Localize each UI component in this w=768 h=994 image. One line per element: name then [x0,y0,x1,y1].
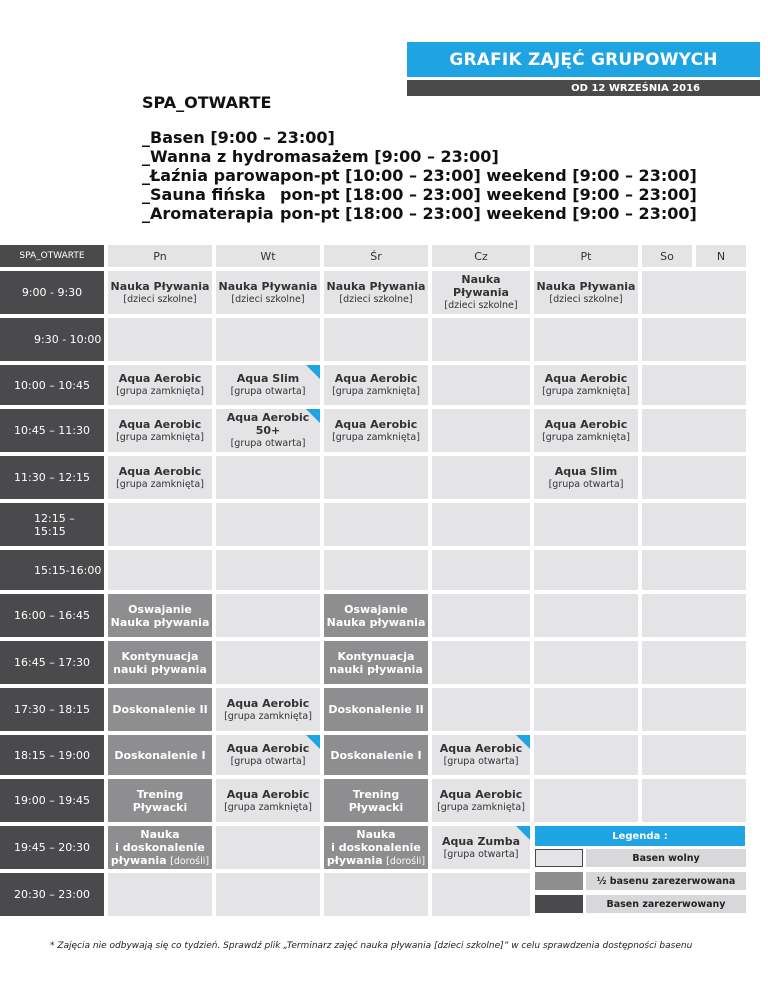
time-slot: 19:00 – 19:45 [0,779,104,822]
schedule-date: OD 12 WRZEŚNIA 2016 [407,80,760,96]
time-slot: 18:15 – 19:00 [0,735,104,775]
facility-item [142,128,697,147]
class-group: [dorośli] [386,855,426,867]
empty-cell [432,688,530,731]
class-name: Aqua Aerobic [226,696,310,710]
class-group: [dzieci szkolne] [339,293,413,305]
class-cell [108,594,212,637]
empty-cell [216,503,320,546]
class-group: [dzieci szkolne] [549,293,623,305]
facility-hours: pon-pt [18:00 – 23:00] weekend [9:00 – 23:00] [280,185,697,204]
class-name: Nauka Pływania [326,279,426,293]
class-cell [324,641,428,684]
schedule-title: GRAFIK ZAJĘĆ GRUPOWYCH [407,42,760,77]
empty-cell [534,779,638,822]
class-name: Pływacki [132,800,188,814]
facility-item [142,147,697,166]
class-name: Aqua Aerobic [226,742,310,755]
class-name: Trening [352,787,400,801]
class-name: Aqua Aerobic 50+ [226,411,310,437]
legend-label-free: Basen wolny [586,849,746,867]
spa-name: SPA_OTWARTE [142,93,272,112]
class-name: Nauka [356,827,396,841]
empty-cell [108,318,212,361]
class-cell [108,779,212,822]
time-slot: 16:45 – 17:30 [0,641,104,684]
empty-cell [642,779,746,822]
empty-cell [324,318,428,361]
time-slot: 16:00 – 16:45 [0,594,104,637]
class-group: [grupa zamknięta] [437,801,525,813]
day-header: Pn [108,245,212,267]
empty-cell [432,594,530,637]
empty-cell [642,503,746,546]
facility-name: _Łaźnia parowa [142,166,281,185]
empty-cell [642,456,746,499]
class-name: Nauka Pływania [110,279,210,293]
table-corner-label: SPA_OTWARTE [0,245,104,267]
empty-cell [216,550,320,590]
class-group: [grupa otwarta] [230,438,306,449]
facility-name: _Basen [9:00 – 23:00] [142,128,335,147]
empty-cell [534,641,638,684]
empty-cell [432,365,530,405]
class-group: [grupa zamknięta] [224,710,312,722]
empty-cell [108,550,212,590]
class-group: [grupa zamknięta] [542,431,630,443]
class-name: Aqua Aerobic [544,417,628,431]
time-slot: 20:30 – 23:00 [0,873,104,916]
class-name: Nauka Pływania [453,273,509,299]
facility-hours: pon-pt [10:00 – 23:00] weekend [9:00 – 23:00] [280,166,697,185]
class-group: [grupa otwarta] [548,478,624,490]
facility-item [142,166,697,185]
class-name: Nauka [140,827,180,841]
legend-label-full: Basen zarezerwowany [586,895,746,913]
class-group: [grupa zamknięta] [116,386,204,397]
empty-cell [432,409,530,452]
class-cell [216,271,320,314]
legend-label-half: ½ basenu zarezerwowana [586,872,746,890]
class-name: Nauka pływania [110,615,210,629]
class-cell [324,409,428,452]
day-header: Pt [534,245,638,267]
class-name: Nauka Pływania [536,279,636,293]
empty-cell [642,688,746,731]
empty-cell [216,826,320,869]
class-cell [108,365,212,405]
class-cell [432,271,530,314]
class-group: [dzieci szkolne] [231,293,305,305]
class-cell [324,271,428,314]
class-name: Aqua Aerobic [226,787,310,801]
legend-swatch-half [535,872,583,890]
facility-name: _Wanna z hydromasażem [9:00 – 23:00] [142,147,499,166]
facility-hours: pon-pt [18:00 – 23:00] weekend [9:00 – 23:00] [280,204,697,223]
class-cell [216,409,320,452]
class-name: Aqua Aerobic [334,417,418,431]
open-group-marker [306,409,320,423]
class-name: Aqua Zumba [441,834,521,848]
class-group: [grupa zamknięta] [116,431,204,443]
class-name: Doskonalenie I [330,748,422,762]
legend-title: Legenda : [535,826,745,846]
class-name: Aqua Aerobic [118,417,202,431]
class-cell [324,779,428,822]
empty-cell [642,594,746,637]
time-slot: 9:30 - 10:00 [0,318,104,361]
time-slot: 11:30 – 12:15 [0,456,104,499]
class-name: Kontynuacja [337,649,415,663]
class-group: [grupa otwarta] [230,756,306,767]
empty-cell [642,318,746,361]
class-cell [216,365,320,405]
class-group: [grupa zamknięta] [116,478,204,490]
class-group: [grupa zamknięta] [332,431,420,443]
empty-cell [534,594,638,637]
empty-cell [432,456,530,499]
class-group: [grupa zamknięta] [542,386,630,397]
class-group: [dzieci szkolne] [444,300,518,311]
day-header: Wt [216,245,320,267]
empty-cell [216,641,320,684]
class-cell [432,826,530,869]
empty-cell [534,688,638,731]
class-name: Aqua Aerobic [439,787,523,801]
class-name: Trening [136,787,184,801]
empty-cell [642,550,746,590]
class-cell [324,594,428,637]
class-group: [dzieci szkolne] [123,293,197,305]
class-name: Aqua Slim [554,464,618,478]
time-slot: 10:45 – 11:30 [0,409,104,452]
day-header: Cz [432,245,530,267]
class-cell [324,365,428,405]
class-group: [grupa otwarta] [230,386,306,397]
class-name: Aqua Aerobic [118,372,202,385]
class-cell [108,271,212,314]
time-slot: 19:45 – 20:30 [0,826,104,869]
class-name: Oswajanie [344,602,408,616]
class-name: Oswajanie [128,602,192,616]
class-group: [grupa otwarta] [443,756,519,767]
empty-cell [108,873,212,916]
class-name: Nauka Pływania [218,279,318,293]
facility-item [142,204,697,223]
empty-cell [324,550,428,590]
class-group: [grupa zamknięta] [332,386,420,397]
class-cell [216,688,320,731]
empty-cell [324,873,428,916]
time-slot: 9:00 - 9:30 [0,271,104,314]
class-name: Aqua Aerobic [544,372,628,385]
class-name: Aqua Slim [236,372,300,385]
class-name: Aqua Aerobic [439,742,523,755]
time-slot: 10:00 – 10:45 [0,365,104,405]
day-header: So [642,245,692,267]
class-cell [432,779,530,822]
class-cell [324,688,428,731]
class-name: pływania [326,853,383,867]
empty-cell [324,503,428,546]
empty-cell [432,318,530,361]
empty-cell [216,873,320,916]
class-cell [534,456,638,499]
empty-cell [432,873,530,916]
class-name: nauki pływania [113,662,207,676]
legend-swatch-free [535,849,583,867]
empty-cell [432,550,530,590]
class-cell [108,641,212,684]
class-cell [216,735,320,775]
empty-cell [534,503,638,546]
empty-cell [216,318,320,361]
facility-name: _Aromaterapia [142,204,274,223]
class-cell [432,735,530,775]
legend-swatch-full [535,895,583,913]
empty-cell [432,503,530,546]
time-slot: 12:15 – 15:15 [0,503,104,546]
class-cell [216,779,320,822]
empty-cell [642,641,746,684]
empty-cell [216,456,320,499]
open-group-marker [306,735,320,749]
class-name: Aqua Aerobic [334,372,418,385]
open-group-marker [306,365,320,379]
class-cell [108,688,212,731]
empty-cell [642,271,746,314]
class-cell [534,365,638,405]
empty-cell [534,550,638,590]
class-cell [108,409,212,452]
class-group: [grupa otwarta] [443,848,519,860]
facility-item [142,185,697,204]
facility-name: _Sauna fińska [142,185,266,204]
class-name: pływania [110,853,167,867]
class-name: Doskonalenie II [112,703,208,716]
empty-cell [324,456,428,499]
class-group: [dorośli] [170,855,210,867]
time-slot: 15:15-16:00 [0,550,104,590]
class-cell [534,409,638,452]
class-name: Doskonalenie I [114,748,206,762]
empty-cell [432,641,530,684]
class-name: Aqua Aerobic [118,464,202,478]
time-slot: 17:30 – 18:15 [0,688,104,731]
empty-cell [642,409,746,452]
class-cell [324,826,428,869]
class-cell [108,826,212,869]
class-cell [108,735,212,775]
facilities-list [142,128,697,223]
class-group: [grupa zamknięta] [224,801,312,813]
class-name: i doskonalenie [115,840,205,854]
class-name: Pływacki [348,800,404,814]
day-header: Śr [324,245,428,267]
open-group-marker [516,735,530,749]
empty-cell [534,735,638,775]
day-header: N [696,245,746,267]
empty-cell [108,503,212,546]
class-name: i doskonalenie [331,840,421,854]
class-cell [324,735,428,775]
class-name: Kontynuacja [121,649,199,663]
class-name: Doskonalenie II [328,703,424,716]
footnote: * Zajęcia nie odbywają się co tydzień. Sprawdź plik „Terminarz zajęć nauka pływania [dzieci szkolne]” w celu sprawdzenia dostępności basenu [50,941,693,951]
empty-cell [642,365,746,405]
class-cell [534,271,638,314]
class-name: Nauka pływania [326,615,426,629]
class-cell [108,456,212,499]
empty-cell [642,735,746,775]
open-group-marker [516,826,530,840]
class-name: nauki pływania [329,662,423,676]
empty-cell [534,318,638,361]
empty-cell [216,594,320,637]
